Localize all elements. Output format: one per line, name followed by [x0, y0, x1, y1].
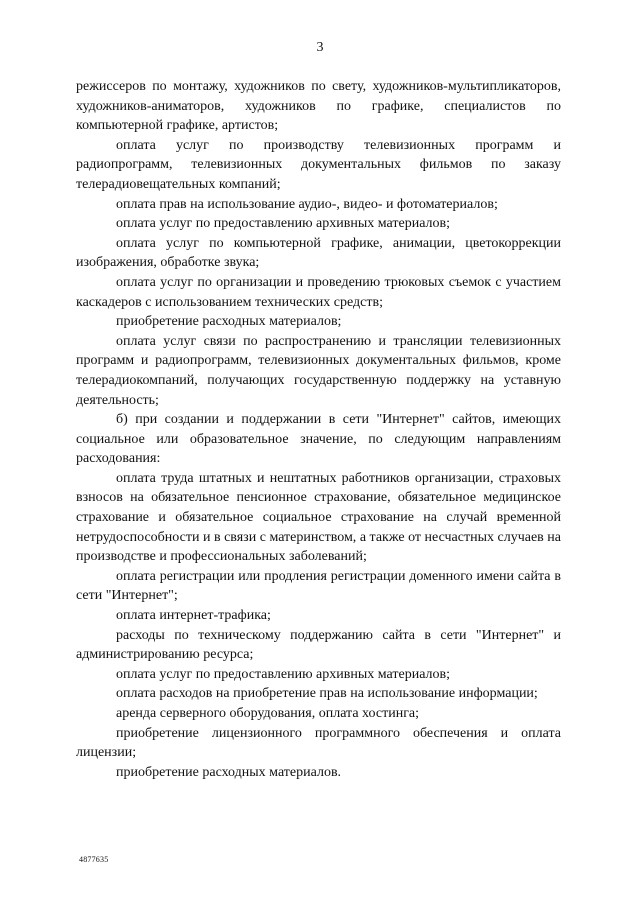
paragraph: оплата услуг по организации и проведению трюковых съемок с участием каскадеров с использованием технических средств; — [76, 274, 561, 310]
paragraph: оплата прав на использование аудио-, видео- и фотоматериалов; — [116, 196, 498, 212]
paragraph: приобретение расходных материалов. — [116, 764, 342, 780]
paragraph: оплата регистрации или продления регистрации доменного имени сайта в сети "Интернет"; — [76, 568, 561, 604]
paragraph: оплата расходов на приобретение прав на использование информации; — [116, 686, 538, 702]
paragraph: оплата услуг по предоставлению архивных материалов; — [116, 666, 451, 682]
paragraph: оплата услуг по компьютерной графике, анимации, цветокоррекции изображения, обработке звука; — [76, 235, 561, 271]
document-code: 4877635 — [79, 855, 109, 864]
paragraph: расходы по техническому поддержанию сайта в сети "Интернет" и администрированию ресурса; — [76, 627, 561, 663]
paragraph: приобретение лицензионного программного обеспечения и оплата лицензии; — [76, 725, 561, 761]
paragraph: б) при создании и поддержании в сети "Интернет" сайтов, имеющих социальное или образовательное значение, по следующим направлениям расходования: — [76, 412, 561, 467]
paragraph: аренда серверного оборудования, оплата хостинга; — [116, 706, 420, 721]
paragraph: оплата услуг по производству телевизионных программ и радиопрограмм, телевизионных документальных фильмов по заказу телерадиовещательных компаний; — [76, 137, 561, 192]
paragraph: режиссеров по монтажу, художников по свету, художников-мультипликаторов, художников-аниматоров, художников по графике, специалистов по компьютерной графике, артистов; — [76, 79, 561, 134]
paragraph: приобретение расходных материалов; — [116, 314, 342, 330]
paragraph: оплата услуг связи по распространению и трансляции телевизионных программ и радиопрограмм, телевизионных документальных фильмов, кроме телерадиокомпаний, получающих государственную поддержку на уставную деятельность; — [76, 333, 561, 408]
paragraph: оплата труда штатных и нештатных работников организации, страховых взносов на обязательное пенсионное страхование, обязательное медицинское страхование и обязательное социальное страхование на случай временной нетрудоспособности и в связи с материнством, а также от несчастных случаев на производстве и профессиональных заболеваний; — [76, 470, 561, 565]
page-number: 3 — [316, 40, 324, 55]
paragraph: оплата услуг по предоставлению архивных материалов; — [116, 216, 451, 232]
paragraph: оплата интернет-трафика; — [116, 608, 271, 624]
document-body — [76, 77, 561, 782]
